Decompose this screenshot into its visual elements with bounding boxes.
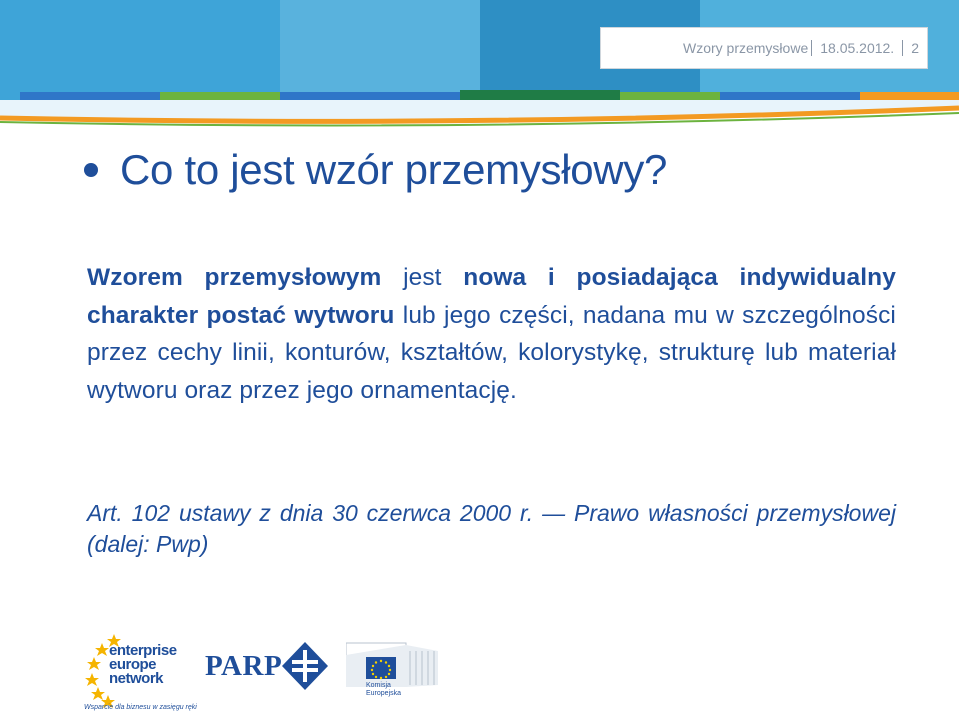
- slide-header: [600, 27, 928, 69]
- bullet-icon: [84, 163, 98, 177]
- european-commission-logo: [346, 637, 438, 709]
- header-separator-2: [902, 40, 903, 56]
- slide-title: Co to jest wzór przemysłowy?: [120, 146, 668, 193]
- definition-word: Wzorem: [87, 264, 183, 291]
- definition-word: jest: [403, 264, 442, 291]
- logo-footer: [0, 622, 959, 713]
- ec-emblem-icon: [346, 637, 438, 687]
- definition-word: i: [547, 264, 555, 291]
- title-row: [84, 146, 667, 194]
- definition-word: nowa: [463, 264, 527, 291]
- definition-paragraph: [87, 259, 896, 409]
- een-tagline: Wsparcie dla biznesu w zasięgu ręki: [84, 704, 197, 711]
- page-number: 2: [911, 40, 919, 56]
- header-title: Wzory przemysłowe: [682, 40, 809, 56]
- een-line: enterprise: [109, 642, 177, 659]
- legal-citation: Art. 102 ustawy z dnia 30 czerwca 2000 r. — Prawo własności przemysłowej (dalej: Pwp): [87, 500, 896, 557]
- header-separator: [811, 40, 812, 56]
- header-date: 18.05.2012.: [820, 40, 895, 56]
- een-line: europe: [109, 656, 157, 673]
- ec-caption-line: Europejska: [366, 690, 402, 697]
- ec-caption: [366, 682, 401, 698]
- definition-word: charakter: [87, 301, 199, 329]
- een-wordmark: [109, 644, 177, 686]
- parp-logo-text: PARP: [205, 650, 283, 682]
- definition-word: przemysłowym: [204, 264, 382, 291]
- een-line: network: [109, 670, 164, 687]
- definition-word: indywidualny: [739, 264, 896, 291]
- ec-caption-line: Komisja: [366, 682, 391, 689]
- definition-word: postać: [206, 301, 287, 329]
- definition-rest: lub jego części, nadana mu w szczególności przez cechy linii, konturów, kształtów, kolorystykę, strukturę lub materiał wytworu oraz przez jego ornamentację.: [87, 301, 896, 404]
- definition-word: posiadająca: [576, 264, 718, 291]
- een-logo: [84, 629, 197, 713]
- definition-word: wytworu: [294, 301, 395, 329]
- parp-mark-icon: [282, 642, 328, 690]
